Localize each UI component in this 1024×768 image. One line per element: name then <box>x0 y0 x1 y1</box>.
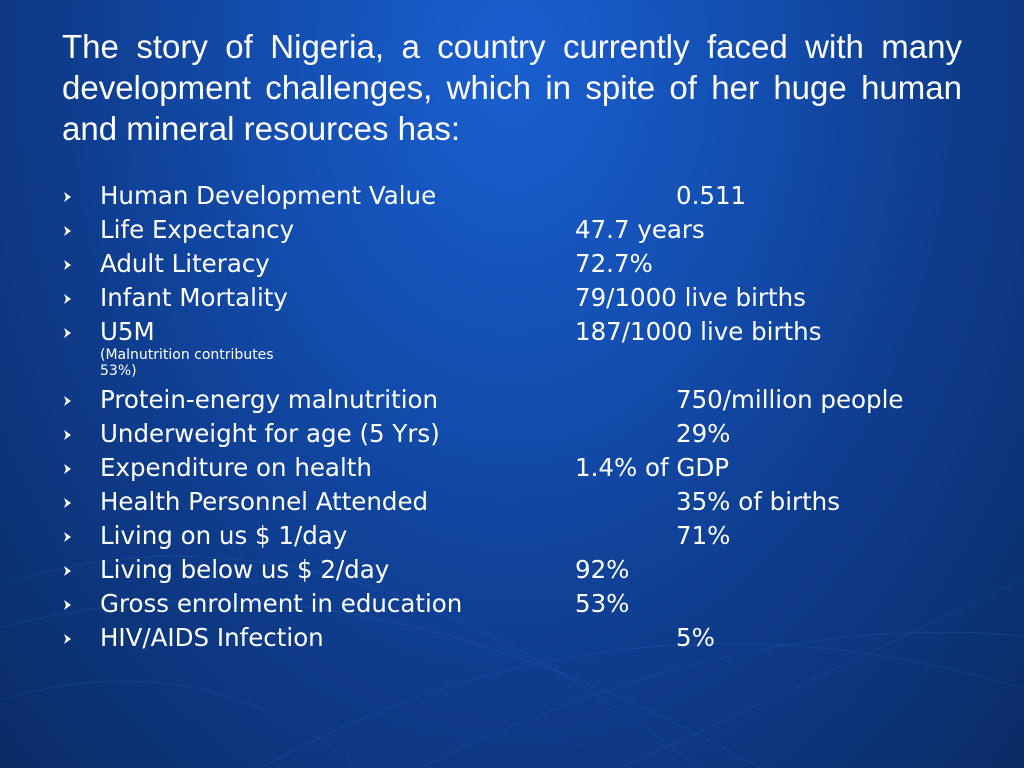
stat-label: Gross enrolment in education <box>100 589 463 618</box>
stat-label: Underweight for age (5 Yrs) <box>100 419 440 448</box>
stat-row-living-on-1-dollar <box>0 521 1024 555</box>
stat-value: 0.511 <box>676 181 747 210</box>
stat-label: U5M <box>100 317 155 346</box>
stat-label: Protein-energy malnutrition <box>100 385 439 414</box>
stat-row-hiv-aids-infection <box>0 623 1024 657</box>
stat-value: 29% <box>676 419 731 448</box>
chevron-right-icon <box>62 531 74 543</box>
stat-label: HIV/AIDS Infection <box>100 623 324 652</box>
stat-row-gross-enrolment <box>0 589 1024 623</box>
stat-value: 750/million people <box>676 385 904 414</box>
stat-value: 1.4% of GDP <box>575 453 730 482</box>
slide-title: The story of Nigeria, a country currently faced with many development challenges, which in spite of her huge human and mineral resources has: <box>62 28 962 147</box>
stat-row-life-expectancy <box>0 215 1024 249</box>
chevron-right-icon <box>62 565 74 577</box>
stat-label: Infant Mortality <box>100 283 288 312</box>
stat-row-human-development-value <box>0 181 1024 215</box>
stat-value: 92% <box>575 555 630 584</box>
chevron-right-icon <box>62 463 74 475</box>
stat-row-protein-energy-malnutrition <box>0 385 1024 419</box>
stat-row-living-below-2-dollars <box>0 555 1024 589</box>
stat-value: 72.7% <box>575 249 653 278</box>
stat-row-health-personnel-attended <box>0 487 1024 521</box>
chevron-right-icon <box>62 259 74 271</box>
stat-row-adult-literacy <box>0 249 1024 283</box>
stat-row-expenditure-on-health <box>0 453 1024 487</box>
stat-label: Expenditure on health <box>100 453 372 482</box>
chevron-right-icon <box>62 395 74 407</box>
stat-label: Living below us $ 2/day <box>100 555 390 584</box>
chevron-right-icon <box>62 225 74 237</box>
stat-row-u5m <box>0 317 1024 351</box>
u5m-footnote: (Malnutrition contributes 53%) <box>100 347 274 379</box>
stat-label: Life Expectancy <box>100 215 295 244</box>
chevron-right-icon <box>62 293 74 305</box>
stat-value: 71% <box>676 521 731 550</box>
stat-value: 53% <box>575 589 630 618</box>
chevron-right-icon <box>62 191 74 203</box>
stat-value: 47.7 years <box>575 215 705 244</box>
chevron-right-icon <box>62 633 74 645</box>
stat-value: 79/1000 live births <box>575 283 806 312</box>
stat-value: 187/1000 live births <box>575 317 822 346</box>
stat-row-infant-mortality <box>0 283 1024 317</box>
chevron-right-icon <box>62 327 74 339</box>
stat-value: 35% of births <box>676 487 840 516</box>
stat-label: Adult Literacy <box>100 249 270 278</box>
stat-value: 5% <box>676 623 715 652</box>
stat-row-underweight-for-age <box>0 419 1024 453</box>
chevron-right-icon <box>62 599 74 611</box>
chevron-right-icon <box>62 497 74 509</box>
stat-label: Living on us $ 1/day <box>100 521 348 550</box>
stat-label: Health Personnel Attended <box>100 487 429 516</box>
stat-label: Human Development Value <box>100 181 437 210</box>
chevron-right-icon <box>62 429 74 441</box>
